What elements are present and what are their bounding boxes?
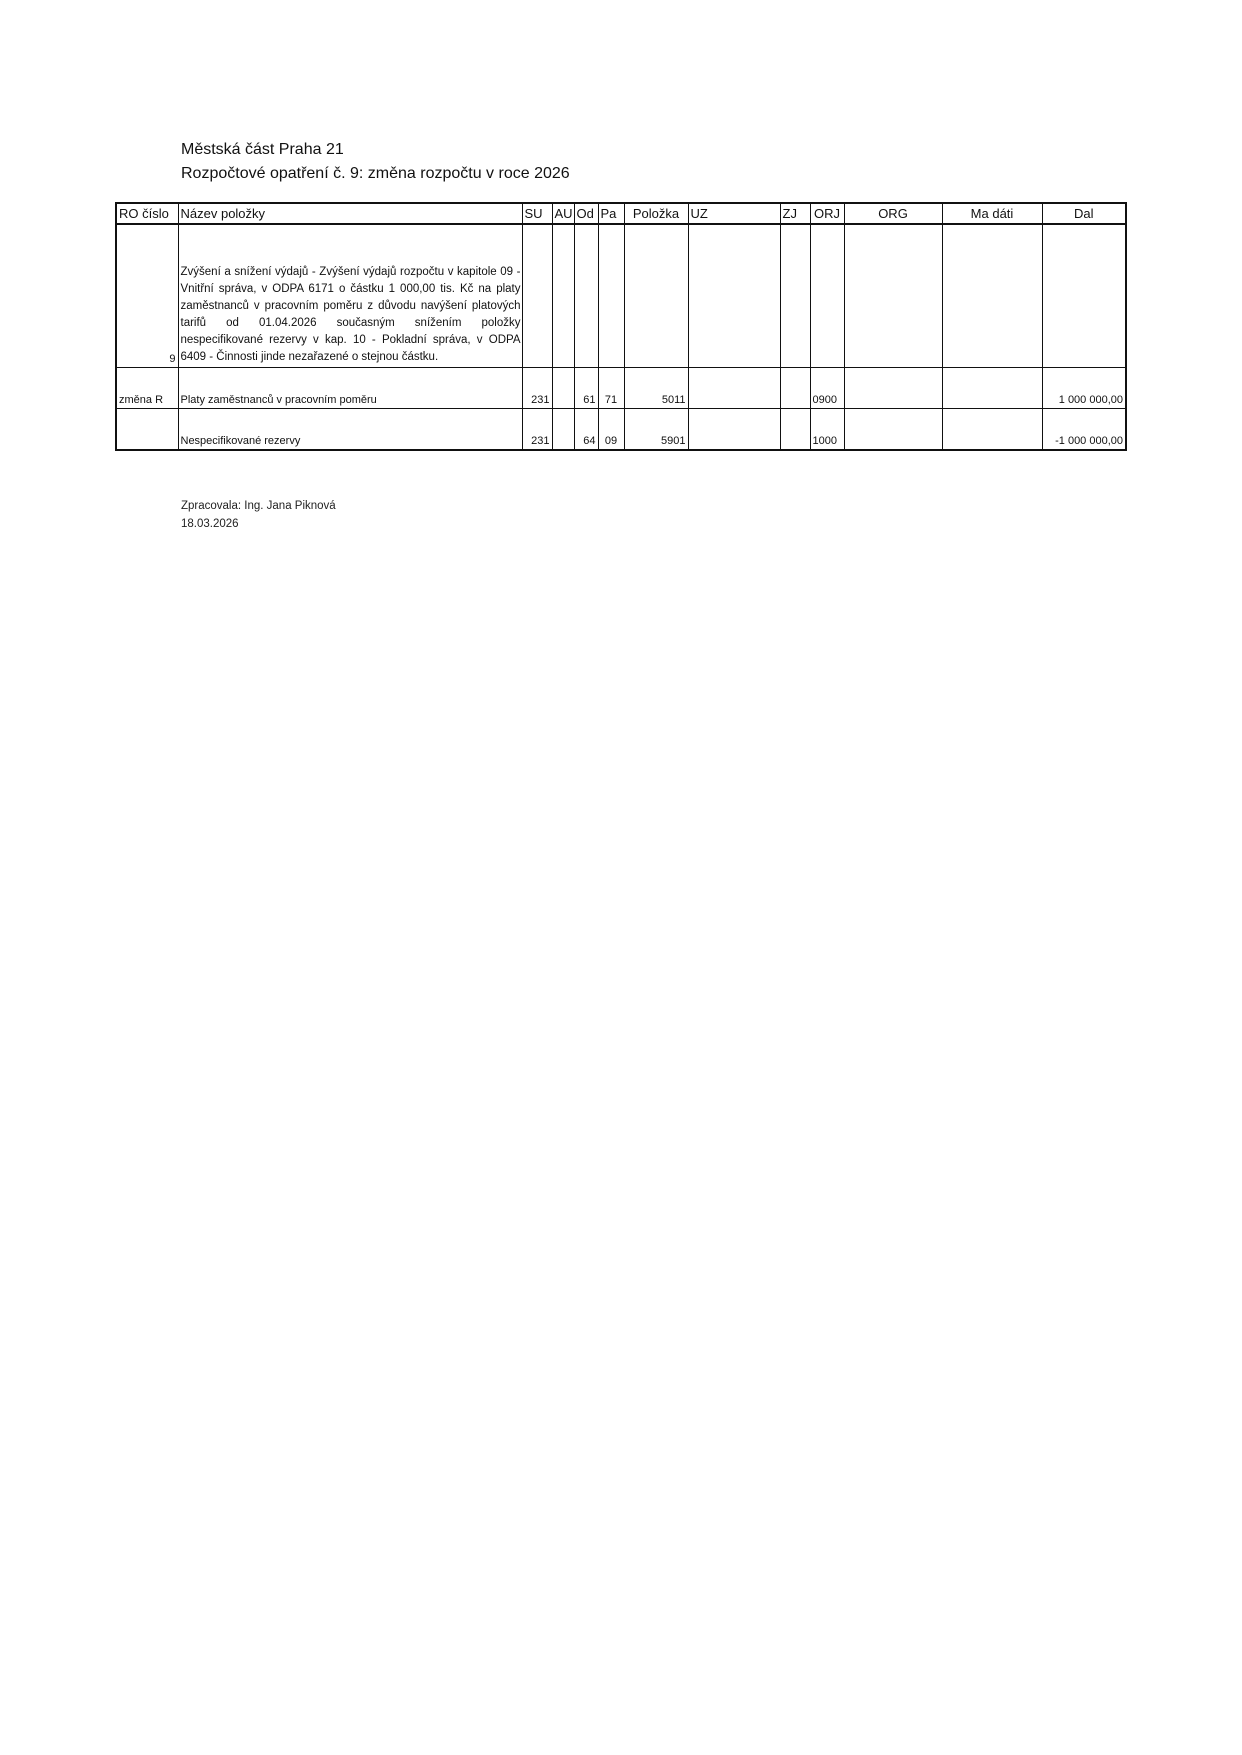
table-header-row [116, 203, 1126, 224]
col-header-ro-cislo: RO číslo [116, 203, 178, 224]
row-ro-label [116, 409, 178, 451]
empty-cell [688, 224, 780, 368]
row-su: 231 [522, 409, 552, 451]
empty-cell [1042, 224, 1126, 368]
row-ro-label: změna R [116, 368, 178, 409]
row-zj [780, 409, 810, 451]
col-header-au: AU [552, 203, 574, 224]
row-pa: 09 [598, 409, 624, 451]
col-header-dal: Dal [1042, 203, 1126, 224]
row-uz [688, 368, 780, 409]
empty-cell [844, 224, 942, 368]
table-row [116, 409, 1126, 451]
row-orj: 1000 [810, 409, 844, 451]
row-su: 231 [522, 368, 552, 409]
row-od: 61 [574, 368, 598, 409]
row-polozka: 5901 [624, 409, 688, 451]
row-zj [780, 368, 810, 409]
ro-number: 9 [116, 224, 178, 368]
row-polozka: 5011 [624, 368, 688, 409]
row-dal: -1 000 000,00 [1042, 409, 1126, 451]
row-orj: 0900 [810, 368, 844, 409]
row-item-name: Nespecifikované rezervy [178, 409, 522, 451]
empty-cell [942, 224, 1042, 368]
empty-cell [624, 224, 688, 368]
budget-measure-title: Rozpočtové opatření č. 9: změna rozpočtu v roce 2026 [181, 165, 570, 182]
col-header-nazev-polozky: Název položky [178, 203, 522, 224]
col-header-ma-dati: Ma dáti [942, 203, 1042, 224]
empty-cell [574, 224, 598, 368]
signature-block [181, 497, 336, 533]
row-od: 64 [574, 409, 598, 451]
row-au [552, 409, 574, 451]
measure-description: Zvýšení a snížení výdajů - Zvýšení výdajů rozpočtu v kapitole 09 - Vnitřní správa, v ODPA 6171 o částku 1 000,00 tis. Kč na platy zaměstnanců v pracovním poměru z důvodu navýšení platových tarifů od 01.04.2026 současným snížením položky nespecifikované rezervy v kap. 10 - Pokladní správa, v ODPA 6409 - Činnosti jinde nezařazené o stejnou částku. [178, 224, 522, 368]
col-header-polozka: Položka [624, 203, 688, 224]
row-ma-dati [942, 368, 1042, 409]
row-dal: 1 000 000,00 [1042, 368, 1126, 409]
empty-cell [552, 224, 574, 368]
budget-table [115, 202, 1127, 451]
prepared-date: 18.03.2026 [181, 518, 239, 530]
prepared-by: Zpracovala: Ing. Jana Piknová [181, 500, 336, 512]
empty-cell [810, 224, 844, 368]
table-row [116, 368, 1126, 409]
row-item-name: Platy zaměstnanců v pracovním poměru [178, 368, 522, 409]
municipality-title: Městská část Praha 21 [181, 141, 344, 158]
empty-cell [522, 224, 552, 368]
col-header-zj: ZJ [780, 203, 810, 224]
row-org [844, 409, 942, 451]
row-ma-dati [942, 409, 1042, 451]
row-pa: 71 [598, 368, 624, 409]
row-au [552, 368, 574, 409]
col-header-pa: Pa [598, 203, 624, 224]
col-header-orj: ORJ [810, 203, 844, 224]
row-uz [688, 409, 780, 451]
row-org [844, 368, 942, 409]
empty-cell [598, 224, 624, 368]
description-row [116, 224, 1126, 368]
document-header [181, 138, 570, 186]
col-header-od: Od [574, 203, 598, 224]
col-header-uz: UZ [688, 203, 780, 224]
col-header-org: ORG [844, 203, 942, 224]
col-header-su: SU [522, 203, 552, 224]
empty-cell [780, 224, 810, 368]
